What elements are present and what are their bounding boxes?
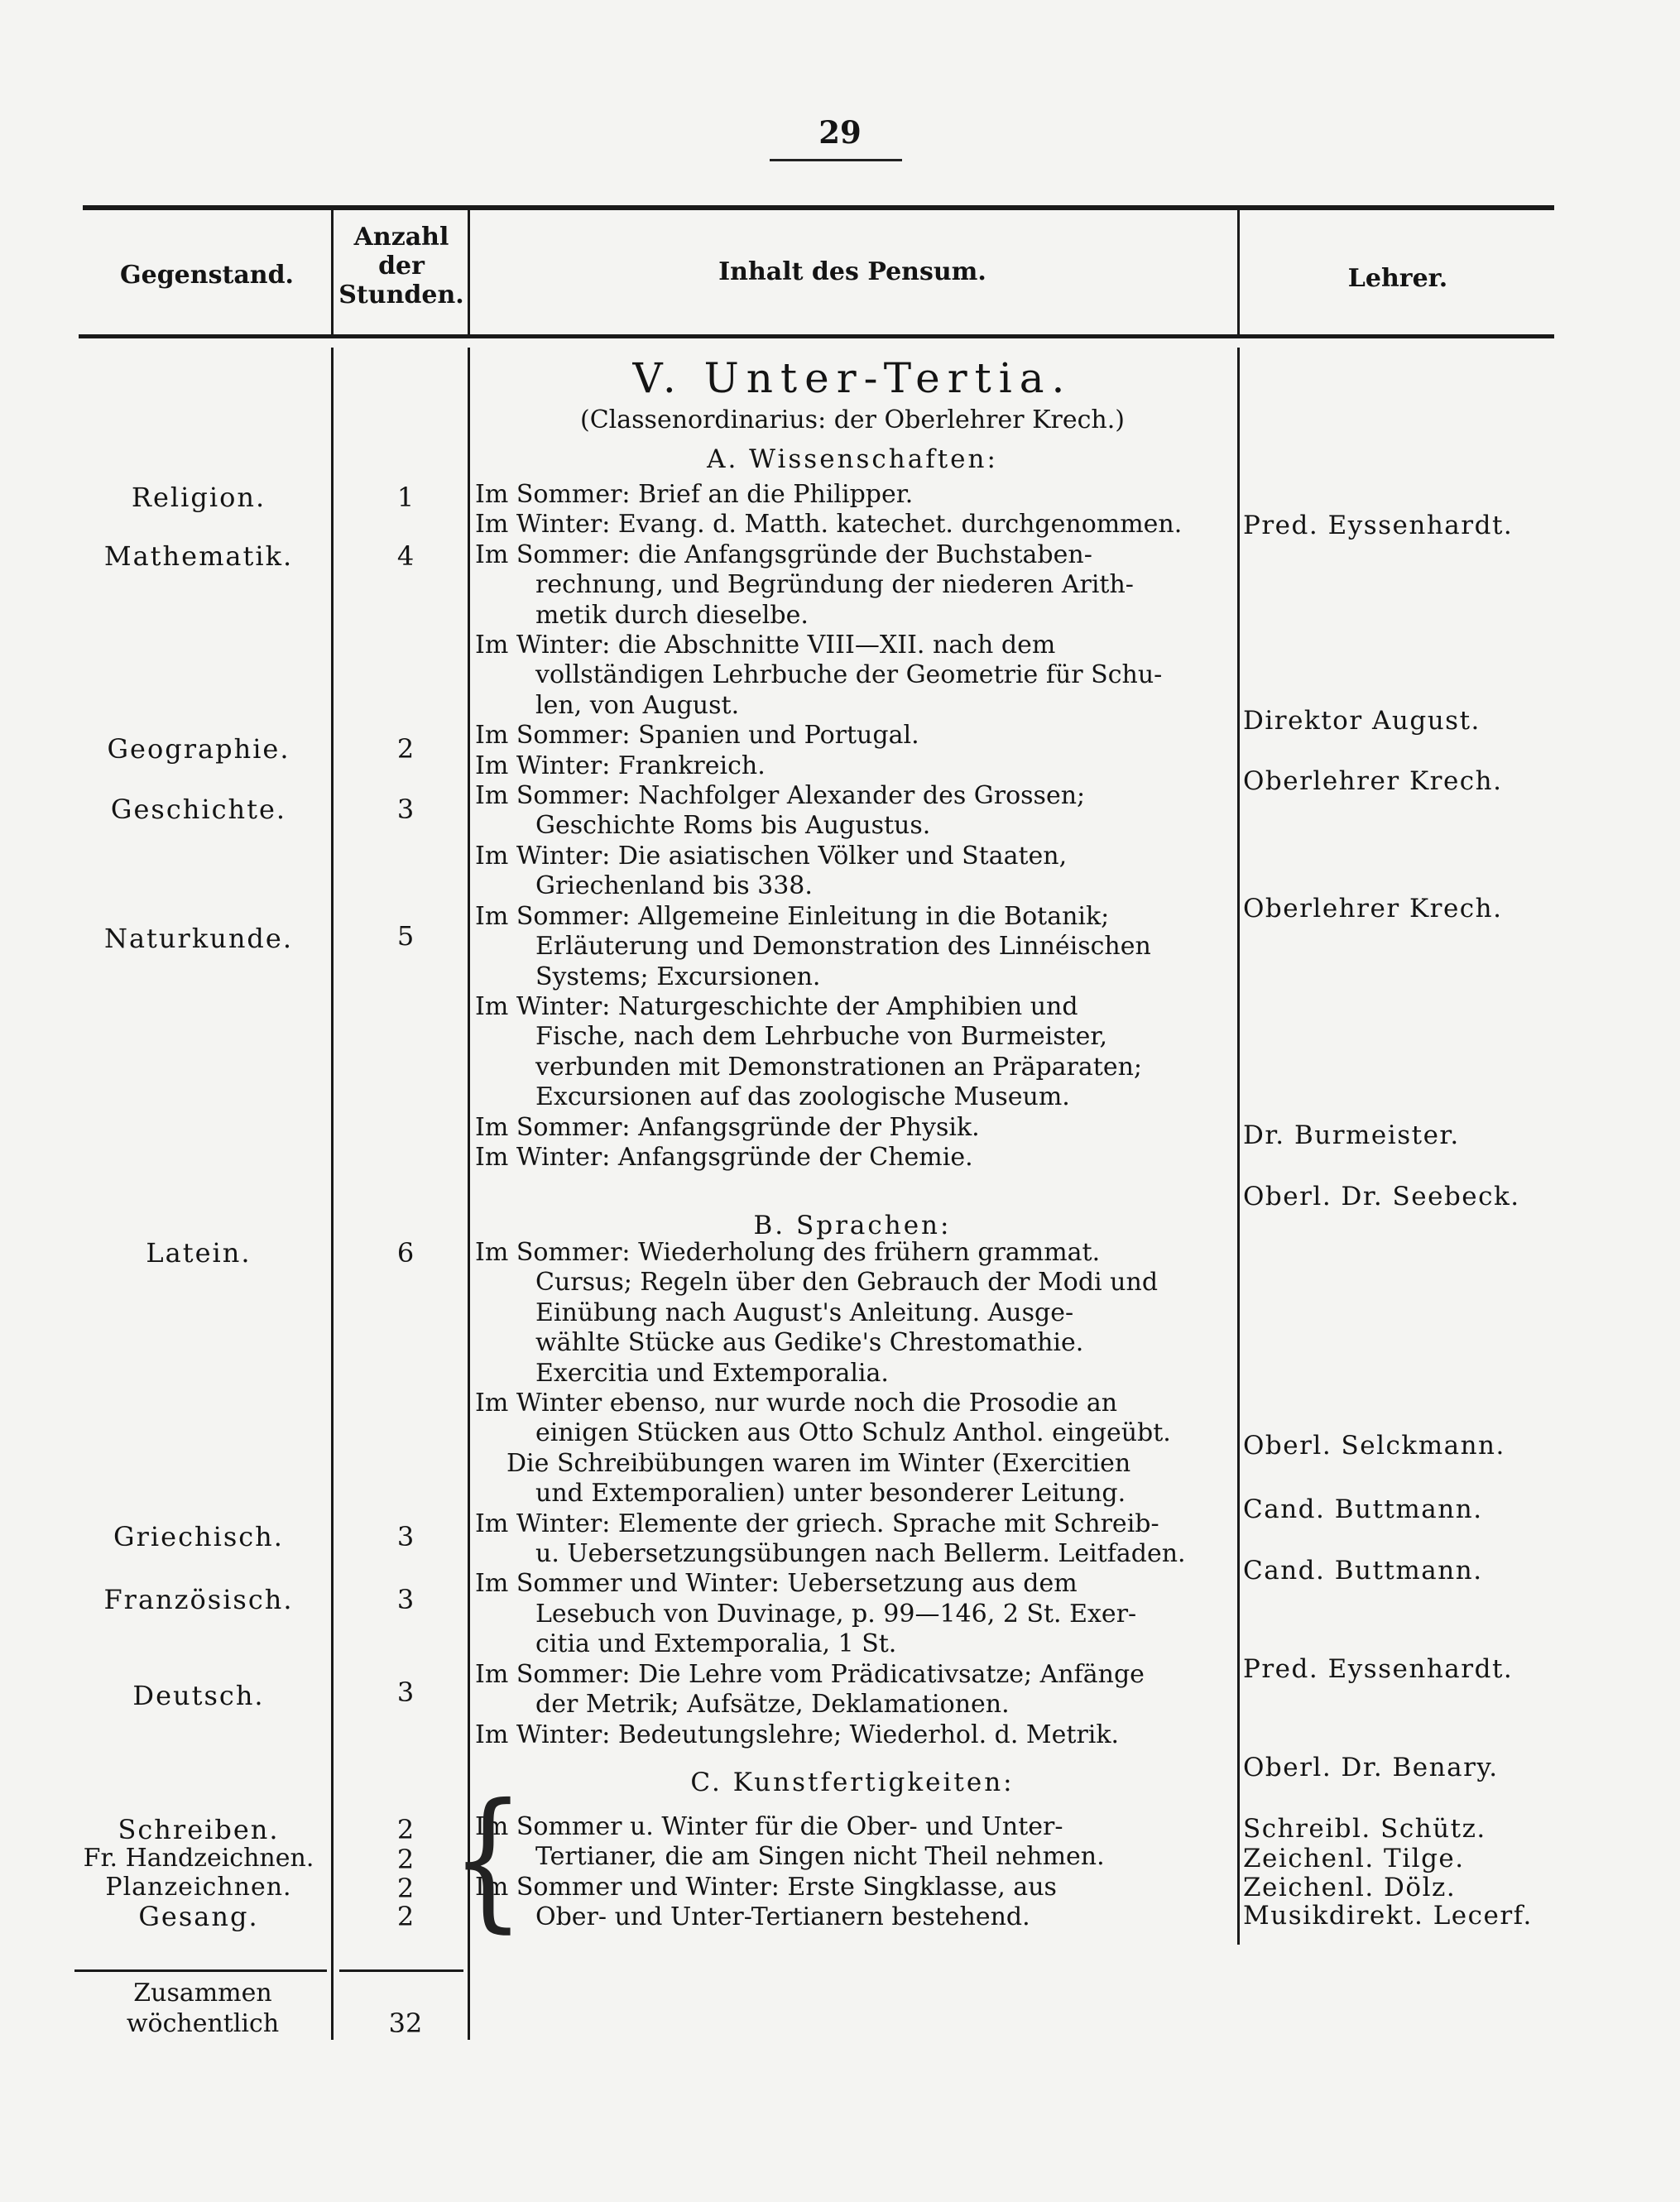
content-line: Im Winter: Bedeutungslehre; Wiederhol. d. Metrik. xyxy=(475,1720,1120,1749)
content-line: Im Winter: Anfangsgründe der Chemie. xyxy=(475,1142,973,1172)
content-line: Geschichte Roms bis Augustus. xyxy=(535,811,931,841)
content-line: Im Sommer u. Winter für die Ober- und Unter- xyxy=(475,1812,1063,1841)
teacher-gesang: Musikdirekt. Lecerf. xyxy=(1243,1901,1533,1931)
hours-handzeichnen: 2 xyxy=(396,1844,415,1875)
teacher-geographie: Oberlehrer Krech. xyxy=(1243,766,1503,796)
content-line: Die Schreibübungen waren im Winter (Exercitien xyxy=(506,1448,1131,1478)
content-line: verbunden mit Demonstrationen an Präparaten; xyxy=(535,1052,1143,1082)
content-line: und Extemporalien) unter besonderer Leitung. xyxy=(535,1479,1126,1509)
header-hours-line-1: Anzahl xyxy=(353,223,449,252)
subject-geschichte: Geschichte. xyxy=(110,794,287,825)
teacher-handzeichnen: Zeichenl. Tilge. xyxy=(1243,1844,1465,1873)
subject-griechisch: Griechisch. xyxy=(113,1521,284,1552)
content-block-sprachen xyxy=(475,1238,1233,1750)
table-top-rule xyxy=(83,205,1554,210)
column-divider-1-body xyxy=(331,348,334,2040)
hours-deutsch: 3 xyxy=(396,1677,415,1708)
teacher-latein: Oberl. Selckmann. xyxy=(1243,1431,1505,1461)
content-line: Im Winter ebenso, nur wurde noch die Prosodie an xyxy=(475,1389,1118,1418)
content-line: Im Sommer: die Anfangsgründe der Buchstaben- xyxy=(475,540,1092,569)
hours-latein: 6 xyxy=(396,1237,415,1269)
column-divider-3-body xyxy=(1237,348,1240,1945)
content-line: Im Sommer: Brief an die Philipper. xyxy=(475,480,914,509)
teacher-griechisch: Cand. Buttmann. xyxy=(1243,1556,1483,1586)
content-line: u. Uebersetzungsübungen nach Bellerm. Leitfaden. xyxy=(535,1539,1186,1569)
hours-planzeichnen: 2 xyxy=(396,1873,415,1904)
total-hours: 32 xyxy=(388,2008,423,2039)
header-hours-line-3: Stunden. xyxy=(338,281,464,309)
subject-deutsch: Deutsch. xyxy=(132,1680,265,1711)
content-line: citia und Extemporalia, 1 St. xyxy=(535,1629,897,1659)
section-a-heading: A. Wissenschaften: xyxy=(707,444,998,474)
content-line: Im Winter: Elemente der griech. Sprache mit Schreib- xyxy=(475,1509,1159,1538)
header-content: Inhalt des Pensum. xyxy=(718,257,986,286)
section-c-heading: C. Kunstfertigkeiten: xyxy=(690,1768,1015,1797)
content-line: len, von August. xyxy=(535,690,740,720)
hours-griechisch: 3 xyxy=(396,1521,415,1552)
content-line: vollständigen Lehrbuche der Geometrie für Schu- xyxy=(535,660,1163,690)
subject-schreiben: Schreiben. xyxy=(118,1814,280,1845)
hours-geschichte: 3 xyxy=(396,794,415,825)
content-line: rechnung, und Begründung der niederen Arith- xyxy=(535,570,1134,600)
content-line: Im Winter: Evang. d. Matth. katechet. durchgenommen. xyxy=(475,510,1183,540)
teacher-deutsch: Oberl. Dr. Benary. xyxy=(1243,1753,1499,1782)
hours-religion: 1 xyxy=(396,482,415,513)
header-teacher: Lehrer. xyxy=(1347,264,1448,293)
content-line: der Metrik; Aufsätze, Deklamationen. xyxy=(535,1690,1010,1720)
total-label-line-1: Zusammen xyxy=(133,1979,272,2008)
content-line: Griechenland bis 338. xyxy=(535,871,813,901)
content-line: Im Winter: die Abschnitte VIII—XII. nach dem xyxy=(475,631,1056,660)
total-separator-rule xyxy=(74,1969,327,1972)
content-line: Einübung nach August's Anleitung. Ausge- xyxy=(535,1298,1074,1327)
column-divider-1 xyxy=(331,210,334,334)
content-line: Im Sommer: Anfangsgründe der Physik. xyxy=(475,1112,980,1142)
content-line: Im Sommer und Winter: Uebersetzung aus dem xyxy=(475,1569,1078,1599)
hours-franzoesisch: 3 xyxy=(396,1584,415,1615)
content-line: Im Sommer: Allgemeine Einleitung in die Botanik; xyxy=(475,901,1110,931)
content-block-wissenschaften xyxy=(475,480,1233,1173)
header-subject: Gegenstand. xyxy=(120,261,294,290)
header-bottom-rule xyxy=(79,334,1554,338)
teacher-mathematik: Direktor August. xyxy=(1243,706,1481,736)
teacher-naturkunde: Dr. Burmeister. xyxy=(1243,1120,1460,1150)
content-line: Im Winter: Naturgeschichte der Amphibien und xyxy=(475,991,1078,1021)
column-divider-3 xyxy=(1237,210,1240,334)
subject-franzoesisch: Französisch. xyxy=(103,1584,294,1615)
content-line: Systems; Excursionen. xyxy=(535,962,821,991)
hours-gesang: 2 xyxy=(396,1901,415,1932)
content-line: Ober- und Unter-Tertianern bestehend. xyxy=(535,1902,1030,1932)
page-number: 29 xyxy=(818,114,862,151)
column-divider-2 xyxy=(468,210,470,334)
content-line: Im Sommer und Winter: Erste Singklasse, aus xyxy=(475,1872,1057,1902)
content-line: Im Winter: Frankreich. xyxy=(475,751,766,780)
content-line: einigen Stücken aus Otto Schulz Anthol. eingeübt. xyxy=(535,1418,1171,1448)
class-title: V. Unter-Tertia. xyxy=(632,354,1073,402)
hours-naturkunde: 5 xyxy=(396,920,415,952)
teacher-religion-math: Pred. Eyssenhardt. xyxy=(1243,511,1514,540)
total-separator-rule-hours xyxy=(339,1969,463,1972)
page-number-rule xyxy=(770,159,902,161)
hours-geographie: 2 xyxy=(396,733,415,765)
hours-schreiben: 2 xyxy=(396,1814,415,1845)
content-line: wählte Stücke aus Gedike's Chrestomathie. xyxy=(535,1328,1084,1358)
subject-mathematik: Mathematik. xyxy=(103,540,294,572)
teacher-physik-chemie: Oberl. Dr. Seebeck. xyxy=(1243,1182,1520,1211)
subject-gesang: Gesang. xyxy=(138,1901,259,1932)
subject-handzeichnen: Fr. Handzeichnen. xyxy=(83,1844,314,1873)
content-line: Tertianer, die am Singen nicht Theil nehmen. xyxy=(535,1842,1105,1872)
content-line: Cursus; Regeln über den Gebrauch der Modi und xyxy=(535,1268,1159,1298)
section-b-heading: B. Sprachen: xyxy=(753,1211,952,1240)
content-line: Im Sommer: Wiederholung des frühern grammat. xyxy=(475,1238,1101,1267)
content-line: Erläuterung und Demonstration des Linnéischen xyxy=(535,932,1151,962)
subject-geographie: Geographie. xyxy=(107,733,290,765)
teacher-franzoesisch: Pred. Eyssenhardt. xyxy=(1243,1654,1514,1684)
class-subtitle: (Classenordinarius: der Oberlehrer Krech.) xyxy=(580,405,1125,434)
content-block-kunstfertigkeiten xyxy=(475,1812,1233,1933)
content-line: Exercitia und Extemporalia. xyxy=(535,1358,889,1388)
teacher-latein-schreib: Cand. Buttmann. xyxy=(1243,1494,1483,1524)
subject-latein: Latein. xyxy=(146,1237,252,1269)
header-hours-line-2: der xyxy=(378,252,425,281)
content-line: Fische, nach dem Lehrbuche von Burmeister, xyxy=(535,1022,1107,1052)
subject-planzeichnen: Planzeichnen. xyxy=(105,1873,292,1902)
subject-religion: Religion. xyxy=(131,482,266,513)
subject-naturkunde: Naturkunde. xyxy=(103,923,294,954)
content-line: Excursionen auf das zoologische Museum. xyxy=(535,1082,1070,1112)
teacher-schreiben: Schreibl. Schütz. xyxy=(1243,1814,1486,1844)
brace-kunstfertigkeiten: { xyxy=(451,1772,526,1948)
content-line: Im Sommer: Spanien und Portugal. xyxy=(475,721,919,751)
content-line: Im Sommer: Die Lehre vom Prädicativsatze; Anfänge xyxy=(475,1659,1145,1689)
content-line: metik durch dieselbe. xyxy=(535,600,809,630)
teacher-planzeichnen: Zeichenl. Dölz. xyxy=(1243,1873,1457,1902)
content-line: Im Sommer: Nachfolger Alexander des Grossen; xyxy=(475,781,1086,811)
teacher-geschichte: Oberlehrer Krech. xyxy=(1243,894,1503,923)
content-line: Im Winter: Die asiatischen Völker und Staaten, xyxy=(475,841,1068,871)
content-line: Lesebuch von Duvinage, p. 99—146, 2 St. Exer- xyxy=(535,1599,1137,1629)
hours-mathematik: 4 xyxy=(396,540,415,572)
total-label-line-2: wöchentlich xyxy=(126,2009,280,2038)
